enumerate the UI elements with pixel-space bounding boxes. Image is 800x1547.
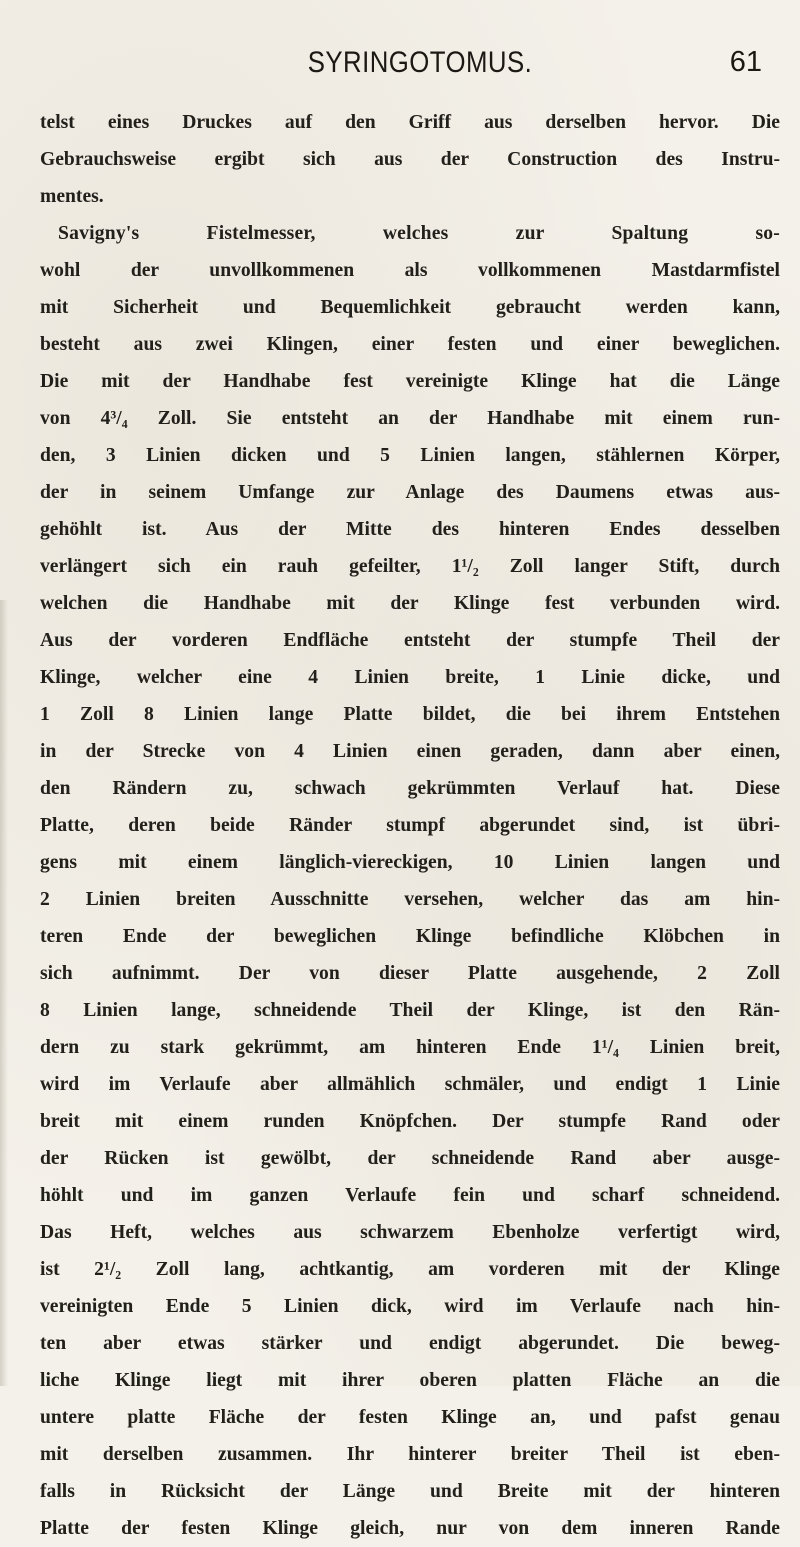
text-line: den, 3 Linien dicken und 5 Linien langen, stählernen Körper,: [40, 445, 780, 466]
text-line: Platte der festen Klinge gleich, nur von dem inneren Rande: [40, 1518, 780, 1539]
text-line: wohl der unvollkommenen als vollkommenen Mastdarmfistel: [40, 260, 780, 281]
text-line: Savigny's Fistelmesser, welches zur Spaltung so-: [58, 223, 780, 244]
text-line: gens mit einem länglich-viereckigen, 10 Linien langen und: [40, 852, 780, 873]
text-line: mentes.: [40, 186, 104, 207]
text-line: telst eines Druckes auf den Griff aus derselben hervor. Die: [40, 112, 780, 133]
text-line: mit Sicherheit und Bequemlichkeit gebraucht werden kann,: [40, 297, 780, 318]
text-line: höhlt und im ganzen Verlaufe fein und scharf schneidend.: [40, 1185, 780, 1206]
text-line: mit derselben zusammen. Ihr hinterer breiter Theil ist eben-: [40, 1444, 780, 1465]
page-edge-shadow: [0, 600, 8, 1386]
text-line: der in seinem Umfange zur Anlage des Daumens etwas aus-: [40, 482, 780, 503]
text-line: besteht aus zwei Klingen, einer festen und einer beweglichen.: [40, 334, 780, 355]
text-line: teren Ende der beweglichen Klinge befindliche Klöbchen in: [40, 926, 780, 947]
text-line: breit mit einem runden Knöpfchen. Der stumpfe Rand oder: [40, 1111, 780, 1132]
text-line: verlängert sich ein rauh gefeilter, 1¹/₂ Zoll langer Stift, durch: [40, 556, 780, 577]
text-line: vereinigten Ende 5 Linien dick, wird im Verlaufe nach hin-: [40, 1296, 780, 1317]
text-line: 2 Linien breiten Ausschnitte versehen, welcher das am hin-: [40, 889, 780, 910]
text-line: 8 Linien lange, schneidende Theil der Klinge, ist den Rän-: [40, 1000, 780, 1021]
text-line: Platte, deren beide Ränder stumpf abgerundet sind, ist übri-: [40, 815, 780, 836]
page-header: [40, 46, 800, 96]
text-line: den Rändern zu, schwach gekrümmten Verlauf hat. Diese: [40, 778, 780, 799]
text-line: ist 2¹/₂ Zoll lang, achtkantig, am vorderen mit der Klinge: [40, 1259, 780, 1280]
body-text: [40, 104, 780, 1547]
text-line: Aus der vorderen Endfläche entsteht der stumpfe Theil der: [40, 630, 780, 651]
text-line: wird im Verlaufe aber allmählich schmäler, und endigt 1 Linie: [40, 1074, 780, 1095]
running-title: SYRINGOTOMUS.: [307, 46, 533, 79]
text-line: ten aber etwas stärker und endigt abgerundet. Die beweg-: [40, 1333, 780, 1354]
text-line: dern zu stark gekrümmt, am hinteren Ende 1¹/₄ Linien breit,: [40, 1037, 780, 1058]
text-line: Gebrauchsweise ergibt sich aus der Construction des Instru-: [40, 149, 780, 170]
text-line: liche Klinge liegt mit ihrer oberen platten Fläche an die: [40, 1370, 780, 1391]
text-line: 1 Zoll 8 Linien lange Platte bildet, die bei ihrem Entstehen: [40, 704, 780, 725]
text-line: Klinge, welcher eine 4 Linien breite, 1 Linie dicke, und: [40, 667, 780, 688]
text-line: Die mit der Handhabe fest vereinigte Klinge hat die Länge: [40, 371, 780, 392]
text-line: sich aufnimmt. Der von dieser Platte ausgehende, 2 Zoll: [40, 963, 780, 984]
text-line: von 4³/₄ Zoll. Sie entsteht an der Handhabe mit einem run-: [40, 408, 780, 429]
text-line: Das Heft, welches aus schwarzem Ebenholze verfertigt wird,: [40, 1222, 780, 1243]
text-line: der Rücken ist gewölbt, der schneidende Rand aber ausge-: [40, 1148, 780, 1169]
page-number: 61: [729, 46, 762, 78]
text-line: gehöhlt ist. Aus der Mitte des hinteren Endes desselben: [40, 519, 780, 540]
text-line: welchen die Handhabe mit der Klinge fest verbunden wird.: [40, 593, 780, 614]
text-line: falls in Rücksicht der Länge und Breite mit der hinteren: [40, 1481, 780, 1502]
text-line: in der Strecke von 4 Linien einen geraden, dann aber einen,: [40, 741, 780, 762]
text-line: untere platte Fläche der festen Klinge an, und pafst genau: [40, 1407, 780, 1428]
